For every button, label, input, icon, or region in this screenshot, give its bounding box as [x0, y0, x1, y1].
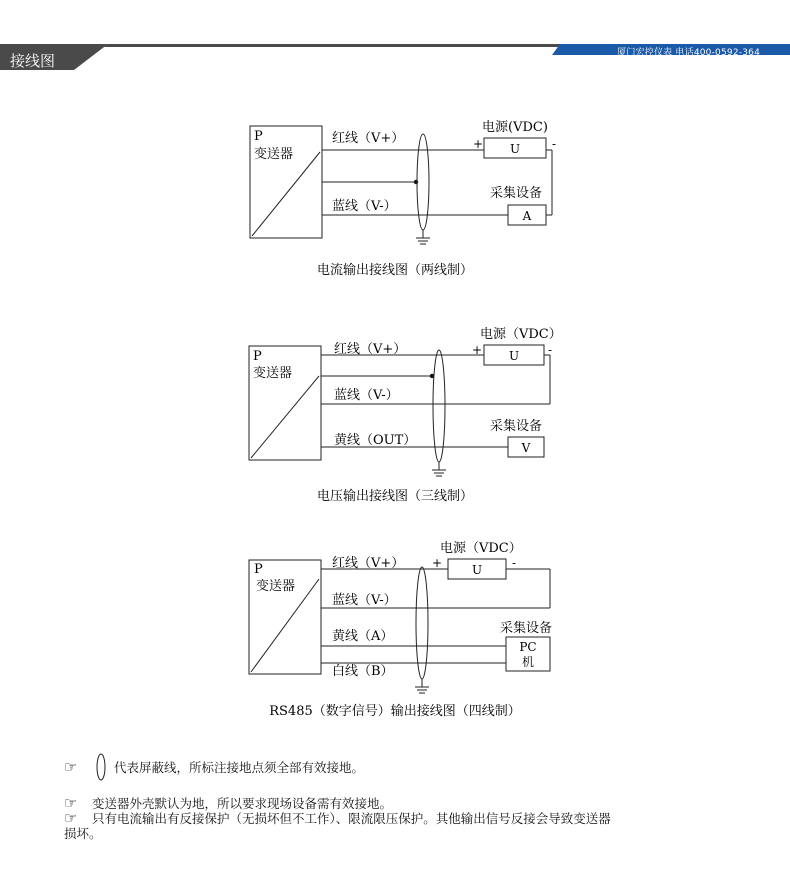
power-box-label: U — [471, 563, 483, 577]
shield-ellipse — [416, 567, 428, 679]
transmitter-name: 变送器 — [253, 366, 293, 381]
diagram-four-wire — [0, 535, 790, 725]
red-wire-label: 红线（V+） — [332, 131, 405, 146]
transmitter-box — [249, 560, 321, 674]
power-box-label: U — [509, 142, 521, 156]
blue-wire-label: 蓝线（V-） — [332, 199, 397, 214]
acq-box-label: V — [521, 441, 531, 455]
acq-label: 采集设备 — [500, 621, 553, 636]
blue-wire-label: 蓝线（V-） — [334, 388, 399, 403]
shield-ellipse — [433, 350, 445, 462]
red-wire-label: 红线（V+） — [332, 556, 405, 571]
note-3-continuation: 损坏。 — [64, 826, 102, 841]
power-plus: + — [472, 343, 483, 357]
transmitter-diagonal — [251, 376, 319, 458]
caption-three-wire: 电压输出接线图（三线制） — [316, 489, 474, 504]
note-3-text: 只有电流输出有反接保护（无损坏但不工作）、限流限压保护。其他输出信号反接会导致变送器 — [92, 811, 611, 826]
note-1 — [64, 752, 754, 782]
acq-box-line1: PC — [519, 640, 537, 654]
note-2-text: 变送器外壳默认为地，所以要求现场设备需有效接地。 — [92, 796, 393, 811]
acq-label: 采集设备 — [490, 186, 543, 201]
yellow-wire-label: 黄线（A） — [332, 629, 394, 644]
transmitter-name: 变送器 — [256, 579, 296, 594]
transmitter-p: P — [254, 562, 263, 577]
pointing-hand-icon: ☞ — [64, 809, 78, 827]
diagram-three-wire — [0, 320, 790, 510]
acq-box-line2: 机 — [521, 655, 535, 669]
pointing-hand-icon: ☞ — [64, 794, 78, 812]
caption-two-wire: 电流输出接线图（两线制） — [316, 263, 474, 278]
power-plus: + — [473, 137, 484, 151]
note-2 — [64, 796, 754, 811]
yellow-wire-label: 黄线（OUT） — [334, 433, 417, 448]
contact-info: 厦门宏控仪表 电话400-0592-364 — [617, 48, 760, 58]
pointing-hand-icon: ☞ — [64, 757, 78, 776]
transmitter-p: P — [253, 349, 262, 364]
power-label: 电源(VDC) — [482, 120, 548, 135]
power-label: 电源（VDC） — [440, 541, 522, 556]
diagram-two-wire — [0, 110, 790, 280]
power-minus: - — [512, 556, 517, 570]
notes — [64, 752, 754, 841]
junction-dot — [414, 180, 418, 184]
power-box-label: U — [508, 349, 520, 363]
shield-wire-icon — [94, 752, 108, 782]
power-minus: - — [548, 343, 553, 357]
shield-ellipse — [417, 134, 429, 230]
note-1-text: 代表屏蔽线，所标注接地点须全部有效接地。 — [114, 759, 365, 775]
header-graphic — [0, 0, 790, 80]
acq-box-label: A — [522, 209, 532, 223]
power-plus: + — [432, 556, 443, 570]
power-label: 电源（VDC） — [480, 327, 562, 342]
transmitter-name: 变送器 — [254, 147, 294, 162]
section-title: 接线图 — [10, 52, 56, 70]
transmitter-diagonal — [252, 152, 320, 236]
blue-wire-label: 蓝线（V-） — [332, 593, 397, 608]
acq-label: 采集设备 — [490, 419, 543, 434]
white-wire-label: 白线（B） — [332, 664, 394, 679]
power-minus: - — [552, 137, 557, 151]
header-band — [0, 0, 790, 80]
red-wire-label: 红线（V+） — [334, 342, 407, 357]
transmitter-p: P — [254, 129, 263, 144]
note-3 — [64, 811, 754, 826]
caption-four-wire: RS485（数字信号）输出接线图（四线制） — [269, 704, 521, 719]
